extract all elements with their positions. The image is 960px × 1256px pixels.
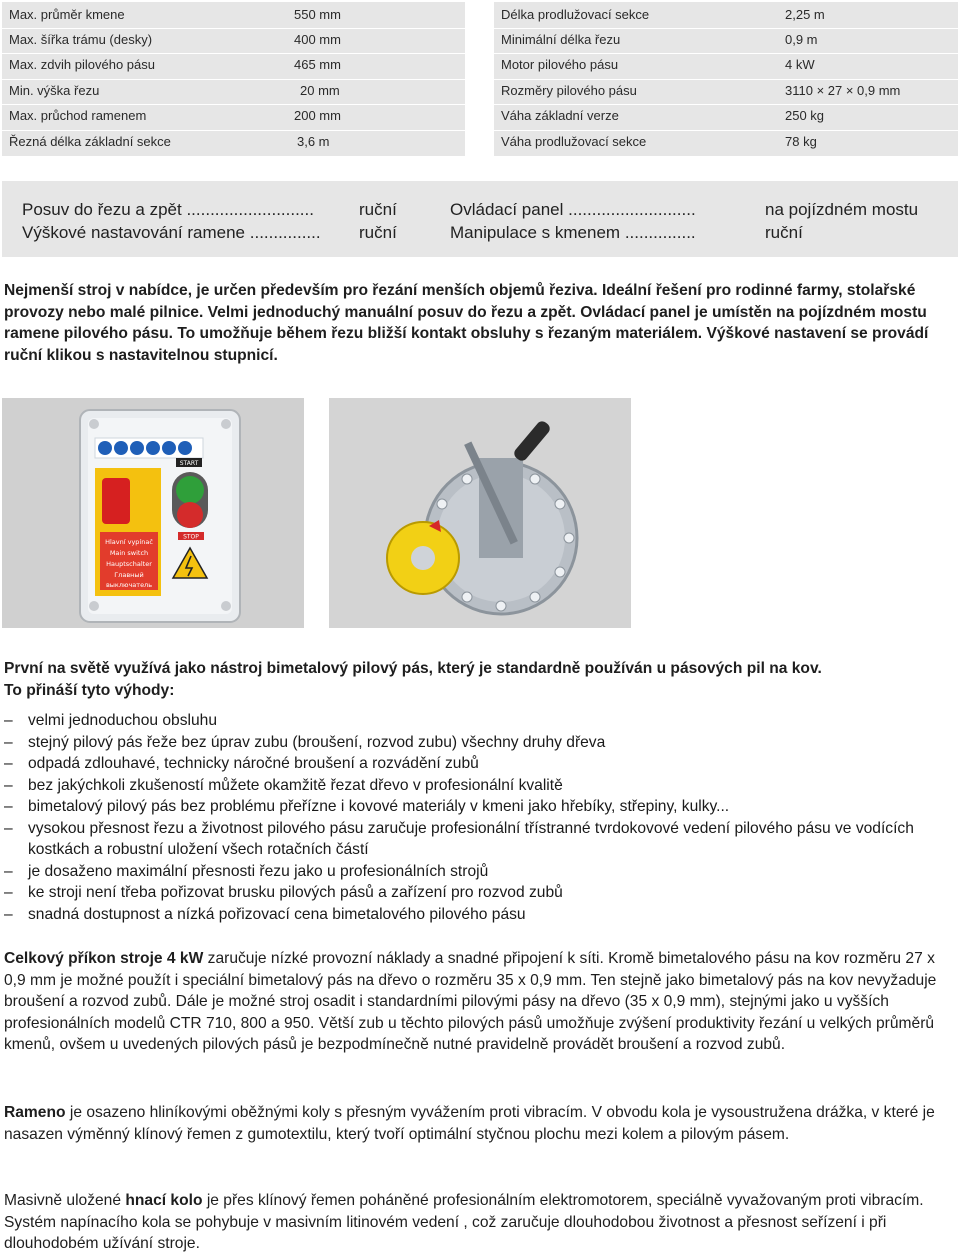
- list-item-text: ke stroji není třeba pořizovat brusku pilových pásů a zařízení pro rozvod zubů: [28, 884, 563, 901]
- spec-table-right: [494, 2, 958, 156]
- spec-value: 20 mm: [300, 83, 340, 98]
- spec-value: 78 kg: [785, 134, 817, 149]
- crank-winch-image: [329, 398, 631, 628]
- list-item-text: snadná dostupnost a nízká pořizovací cena bimetalového pilového pásu: [28, 905, 526, 923]
- spec-table-left: [2, 2, 465, 156]
- list-item: [4, 904, 958, 926]
- feature-label: Ovládací panel: [450, 200, 564, 219]
- dash: –: [4, 905, 13, 923]
- list-item-text: stejný pilový pás řeže bez úprav zubu (broušení, rozvod zubu) všechny druhy dřeva: [28, 733, 606, 751]
- spec-label: Váha prodlužovací sekce: [501, 134, 647, 149]
- spec-row: [494, 28, 958, 52]
- feature-dots: ...........................: [568, 200, 696, 219]
- paragraph-arm-text: je osazeno hliníkovými oběžnými koly s přesným vyvážením proti vibracím. V obvodu kola je vysoustružena drážka, v které je nasazen výměnný klínový řemen z gumotextilu, který tvoří optimální styčnou plochu mezi kolem a pilovým pásem.: [4, 1104, 935, 1143]
- paragraph-power: [4, 948, 958, 1056]
- feature-label: Manipulace s kmenem: [450, 223, 621, 242]
- paragraph-arm-bold: Rameno: [4, 1104, 66, 1121]
- dash: –: [4, 733, 13, 751]
- spec-value: 4 kW: [785, 57, 815, 72]
- list-item-text: odpadá zdlouhavé, technicky náročné broušení a rozvádění zubů: [28, 755, 479, 772]
- feature-line: [450, 221, 696, 245]
- feature-dots: ...........................: [186, 200, 314, 219]
- list-item: [4, 732, 958, 754]
- list-item-text: bimetalový pilový pás bez problému přeřízne i kovové materiály v kmeni jako hřebíky, střepiny, kulky...: [28, 798, 730, 815]
- spec-value: 550 mm: [294, 7, 341, 22]
- features-box: [2, 181, 958, 257]
- spec-label: Minimální délka řezu: [501, 32, 621, 47]
- dash: –: [4, 776, 13, 794]
- spec-row: [494, 104, 958, 128]
- switch-text: выключатель: [105, 581, 153, 589]
- spec-value: 3110 × 27 × 0,9 mm: [785, 83, 901, 98]
- feature-value: ruční: [765, 223, 803, 242]
- list-item-text: je dosaženo maximální přesnosti řezu jako u profesionálních strojů: [28, 862, 489, 880]
- intro-paragraph: Nejmenší stroj v nabídce, je určen především pro řezání menších objemů řeziva. Ideální řešení pro rodinné farmy, stolařské provozy nebo malé pilnice. Velmi jednoduchý manuální posuv do řezu a zpět. Ovládací panel je umístěn na pojízdném mostu ramene pilového pásu. To umožňuje během řezu bližší kontakt obsluhy s řezaným materiálem. Výškové nastavení se provádí ruční klikou s nastavitelnou stupnicí.: [4, 282, 929, 364]
- list-item: [4, 796, 958, 818]
- dash: –: [4, 862, 13, 880]
- spec-row: [2, 3, 465, 27]
- spec-label: Řezná délka základní sekce: [9, 134, 171, 149]
- spec-value: 200 mm: [294, 108, 341, 123]
- list-item: [4, 753, 958, 775]
- spec-row: [494, 79, 958, 103]
- feature-value: ruční: [359, 200, 397, 219]
- spec-row: [494, 53, 958, 77]
- paragraph-wheel-pre: Masivně uložené: [4, 1192, 126, 1209]
- list-item-text: vysokou přesnost řezu a životnost pilového pásu zaručuje profesionální třístranné tvrdokovové vedení pilového pásu ve vodících kostkách a robustní uložení všech rotačních částí: [28, 819, 914, 858]
- feature-value: na pojízdném mostu: [765, 200, 919, 219]
- dash: –: [4, 755, 13, 772]
- paragraph-wheel-bold: hnací kolo: [125, 1192, 203, 1209]
- list-item: [4, 710, 958, 732]
- feature-dots: ...............: [624, 223, 696, 242]
- paragraph-wheel: [4, 1190, 958, 1255]
- spec-row: [2, 53, 465, 77]
- advantages-heading-sub: To přináší tyto výhody:: [4, 681, 175, 699]
- spec-row: [494, 3, 958, 27]
- feature-line: [22, 221, 321, 245]
- spec-label: Max. šířka trámu (desky): [9, 32, 153, 47]
- spec-value: 400 mm: [294, 32, 341, 47]
- start-label: START: [179, 460, 199, 467]
- advantages-heading-bold: První na světě využívá jako nástroj bimetalový pilový pás, který je standardně používán u pásových pil na kov.: [4, 660, 822, 677]
- switch-text: Main switch: [109, 549, 149, 557]
- spec-row: [2, 28, 465, 52]
- list-item-text: velmi jednoduchou obsluhu: [28, 712, 217, 729]
- spec-label: Max. průměr kmene: [9, 7, 125, 22]
- switch-text: Hauptschalter: [106, 560, 152, 568]
- dash: –: [4, 819, 13, 837]
- spec-label: Motor pilového pásu: [501, 57, 619, 72]
- spec-row: [2, 104, 465, 128]
- spec-label: Délka prodlužovací sekce: [501, 7, 650, 22]
- spec-label: Rozměry pilového pásu: [501, 83, 637, 98]
- spec-label: Váha základní verze: [501, 108, 619, 123]
- spec-row: [494, 130, 958, 154]
- paragraph-power-bold: Celkový příkon stroje 4 kW: [4, 950, 204, 967]
- crank-winch-illustration: [329, 398, 631, 628]
- advantages-heading: [4, 658, 958, 701]
- list-item: [4, 861, 958, 883]
- feature-dots: ...............: [249, 223, 321, 242]
- spec-value: 250 kg: [785, 108, 825, 123]
- switch-text: Hlavní vypínač: [105, 538, 153, 546]
- spec-value: 3,6 m: [297, 134, 330, 149]
- control-panel-image: [2, 398, 304, 628]
- feature-label: Posuv do řezu a zpět: [22, 200, 182, 219]
- spec-value: 0,9 m: [785, 32, 818, 47]
- stop-label: STOP: [183, 533, 199, 541]
- dash: –: [4, 712, 13, 729]
- dash: –: [4, 798, 13, 815]
- list-item-text: bez jakýchkoli zkušeností můžete okamžitě řezat dřevo v profesionální kvalitě: [28, 776, 563, 794]
- paragraph-arm: [4, 1102, 958, 1145]
- advantages-list: [4, 710, 958, 925]
- dash: –: [4, 884, 13, 901]
- feature-label: Výškové nastavování ramene: [22, 223, 246, 242]
- paragraph-power-text: zaručuje nízké provozní náklady a snadné připojení k síti. Kromě bimetalového pásu na kov rozměru 27 x 0,9 mm je možné použít i speciální bimetalový pás na dřevo o rozměru 35 x 0,9 mm. Ten stejně jako bimetalový pás na kov nevyžaduje broušení a rozvod zubů. Dále je možné stroj osadit i standardními pilovými pásy na dřevo (35 x 0,9 mm), stejnými jako u vyšších profesionálních modelů CTR 710, 800 a 950. Větší zub u těchto pilových pásů umožňuje zvýšení produktivity řezání u velkých průměrů kmenů, ovšem u uvedených pilových pásů je bezpodmínečně nutné pravidelně provádět broušení a rozvod zubů.: [4, 950, 937, 1053]
- spec-row: [2, 130, 465, 154]
- spec-label: Max. zdvih pilového pásu: [9, 57, 155, 72]
- feature-value: ruční: [359, 223, 397, 242]
- list-item: [4, 818, 958, 861]
- feature-line: [22, 198, 314, 222]
- feature-line: [450, 198, 696, 222]
- spec-label: Max. průchod ramenem: [9, 108, 147, 123]
- spec-value: 2,25 m: [785, 7, 825, 22]
- paragraph-wheel-text: je přes klínový řemen poháněné profesionálním elektromotorem, speciálně vyvažovaným proti vibracím. Systém napínacího kola se pohybuje v masivním litinovém vedení , což zaručuje dlouhodobou životnost a přesnost seřízení i při dlouhodobém užívání stroje.: [4, 1192, 924, 1252]
- control-panel-illustration: [2, 398, 304, 628]
- switch-text: Главный: [114, 571, 144, 579]
- spec-row: [2, 79, 465, 103]
- list-item: [4, 882, 958, 904]
- list-item: [4, 775, 958, 797]
- spec-value: 465 mm: [294, 57, 341, 72]
- spec-label: Min. výška řezu: [9, 83, 100, 98]
